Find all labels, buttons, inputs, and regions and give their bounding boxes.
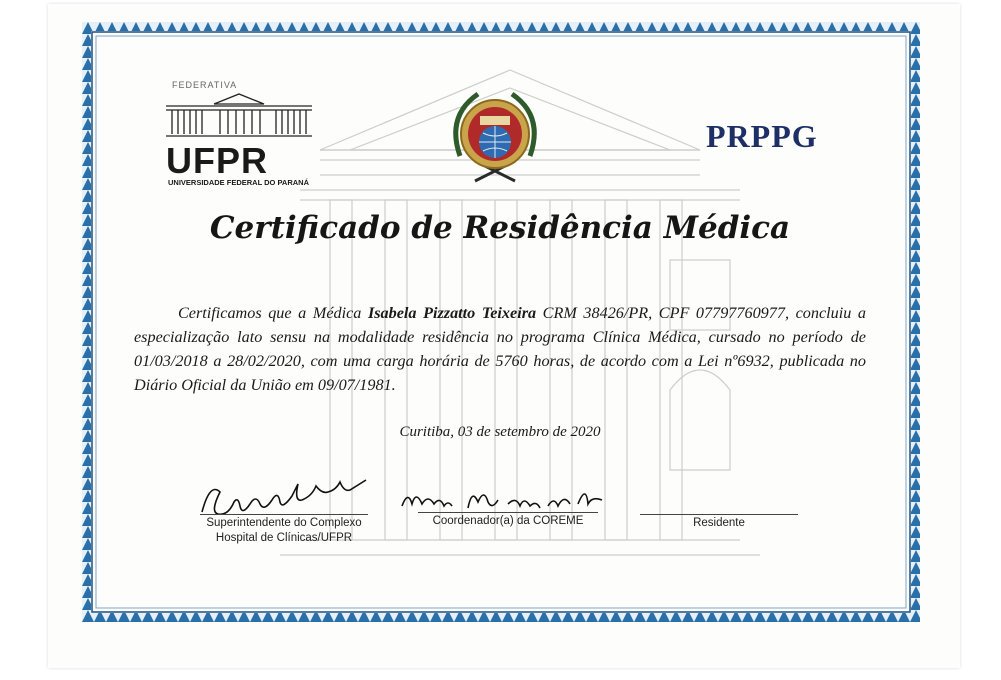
- signature-coordinator: [418, 512, 598, 528]
- certificate-body: [134, 301, 866, 397]
- ufpr-logo: [160, 78, 320, 188]
- ufpr-arc-text: FEDERATIVA: [172, 80, 238, 90]
- recipient-name: Isabela Pizzatto Teixeira: [367, 304, 537, 322]
- body-intro: Certificamos que a Médica: [178, 304, 368, 322]
- university-seal-icon: [440, 86, 550, 196]
- ufpr-building-icon: [164, 92, 314, 140]
- certificate-title: Certificado de Residência Médica: [209, 210, 791, 246]
- superintendent-label-1: Superintendente do Complexo: [206, 517, 362, 529]
- ufpr-wordmark: UFPR: [166, 140, 268, 181]
- prppg-heading: PRPPG: [706, 118, 818, 154]
- signature-superintendent: [200, 514, 368, 545]
- ufpr-subtitle: UNIVERSIDADE FEDERAL DO PARANÁ: [168, 178, 309, 187]
- coordinator-label: Coordenador(a) da COREME: [432, 515, 584, 527]
- resident-label: Residente: [693, 517, 745, 529]
- superintendent-label-2: Hospital de Clínicas/UFPR: [215, 532, 353, 544]
- date-line: Curitiba, 03 de setembro de 2020: [399, 424, 601, 440]
- signature-resident: [640, 514, 798, 530]
- body-rest: CRM 38426/PR, CPF 07797760977, concluiu a especialização lato sensu na modalidade residência no programa Clínica Médica, cursado no período de 01/03/2018 a 28/02/2020, com uma carga horária de 5760 horas, de acordo com a Lei nº6932, publicada no Diário Oficial da União em 09/07/1981.: [134, 304, 866, 394]
